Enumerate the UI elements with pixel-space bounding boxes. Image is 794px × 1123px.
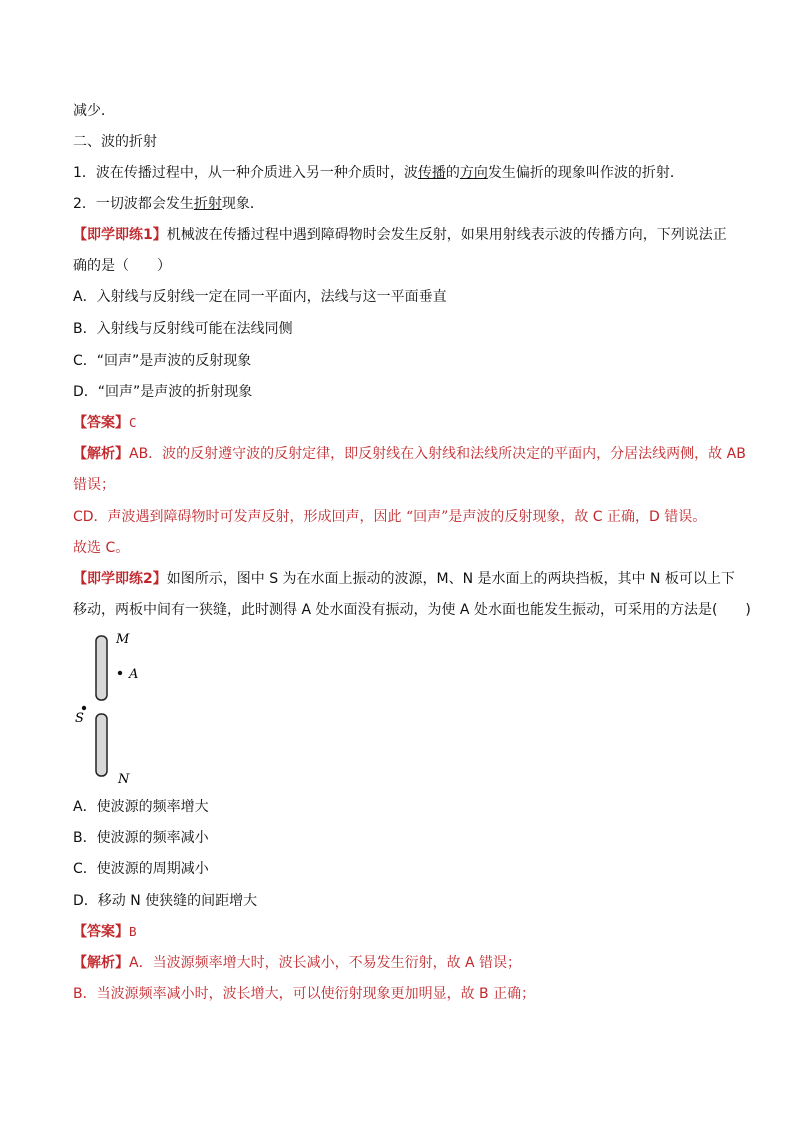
analysis-text: A．当波源频率增大时，波长减小，不易发生衍射，故 A 错误； — [129, 955, 522, 971]
barrier-m — [96, 636, 107, 700]
question-text: 机械波在传播过程中遇到障碍物时会发生反射，如果用射线表示波的传播方向，下列说法正 — [166, 227, 727, 243]
answer-line — [73, 923, 137, 941]
analysis-text: CD．声波遇到障碍物时可发声反射，形成回声，因此 — [73, 509, 407, 525]
underlined-term: 折射 — [193, 196, 222, 212]
question-text: 如图所示，图中 S 为在水面上振动的波源，M、N 是水面上的两块挡板，其中 N 板可以上下 — [166, 571, 735, 587]
label-m: M — [116, 632, 130, 647]
answer-tag: 【答案】 — [73, 415, 129, 431]
text-line — [73, 164, 684, 182]
answer-tag: 【答案】 — [73, 924, 129, 940]
text-run: 现象． — [221, 196, 264, 212]
barrier-n — [96, 714, 107, 776]
answer-value: B — [129, 924, 137, 939]
text-run: 2．一切波都会发生 — [73, 196, 194, 212]
answer-value: C — [129, 415, 137, 430]
option-d: D．移动 N 使狭缝的间距增大 — [73, 893, 258, 909]
option-b: B．入射线与反射线可能在法线同侧 — [73, 321, 293, 337]
analysis-tag: 【解析】 — [73, 955, 129, 971]
analysis-text: AB．波的反射遵守波的反射定律，即反射线在入射线和法线所决定的平面内，分居法线两侧，故 AB — [129, 446, 746, 462]
analysis-line — [73, 508, 706, 526]
exercise-2-stem — [73, 570, 735, 588]
analysis-text: B．当波源频率减小时，波长增大，可以使衍射现象更加明显，故 B 正确； — [73, 986, 536, 1002]
question-text: 确的是（ ） — [73, 258, 171, 274]
exercise-tag: 【即学即练2】 — [73, 571, 167, 587]
analysis-quote: “回声”是声波的反射现象 — [406, 509, 561, 525]
analysis-tag: 【解析】 — [73, 446, 129, 462]
label-n: N — [118, 772, 130, 787]
label-a: A — [129, 667, 139, 682]
exercise-1-stem — [73, 226, 727, 244]
option-a: A．入射线与反射线一定在同一平面内，法线与这一平面垂直 — [73, 289, 447, 305]
source-s-dot — [82, 706, 86, 710]
section-heading: 二、波的折射 — [73, 134, 157, 150]
exercise-tag: 【即学即练1】 — [73, 227, 167, 243]
analysis-line — [73, 445, 746, 463]
analysis-text: ，故 C 正确，D 错误。 — [560, 509, 707, 525]
analysis-text: 故选 C。 — [73, 540, 130, 556]
option-b: B．使波源的频率减小 — [73, 830, 209, 846]
label-s: S — [75, 711, 84, 726]
option-c: C．使波源的周期减小 — [73, 861, 209, 877]
underlined-term: 传播 — [417, 165, 446, 181]
answer-line — [73, 414, 137, 432]
option-c: C．“回声”是声波的反射现象 — [73, 353, 252, 369]
point-a-dot — [118, 671, 122, 675]
option-d: D．“回声”是声波的折射现象 — [73, 384, 253, 400]
slit-diffraction-figure — [70, 626, 150, 791]
text-run: 的 — [445, 165, 460, 181]
question-text: 移动，两板中间有一狭缝，此时测得 A 处水面没有振动，为使 A 处水面也能发生振动，可采用的方法是( ) — [73, 602, 751, 618]
text-line — [73, 195, 264, 213]
text-run: 发生偏折的现象叫作波的折射． — [487, 165, 684, 181]
analysis-text: 错误； — [73, 477, 115, 493]
underlined-term: 方向 — [459, 165, 488, 181]
text-run: 1．波在传播过程中，从一种介质进入另一种介质时，波 — [73, 165, 418, 181]
analysis-line — [73, 954, 521, 972]
option-a: A．使波源的频率增大 — [73, 799, 209, 815]
text-line: 减少． — [73, 103, 115, 119]
